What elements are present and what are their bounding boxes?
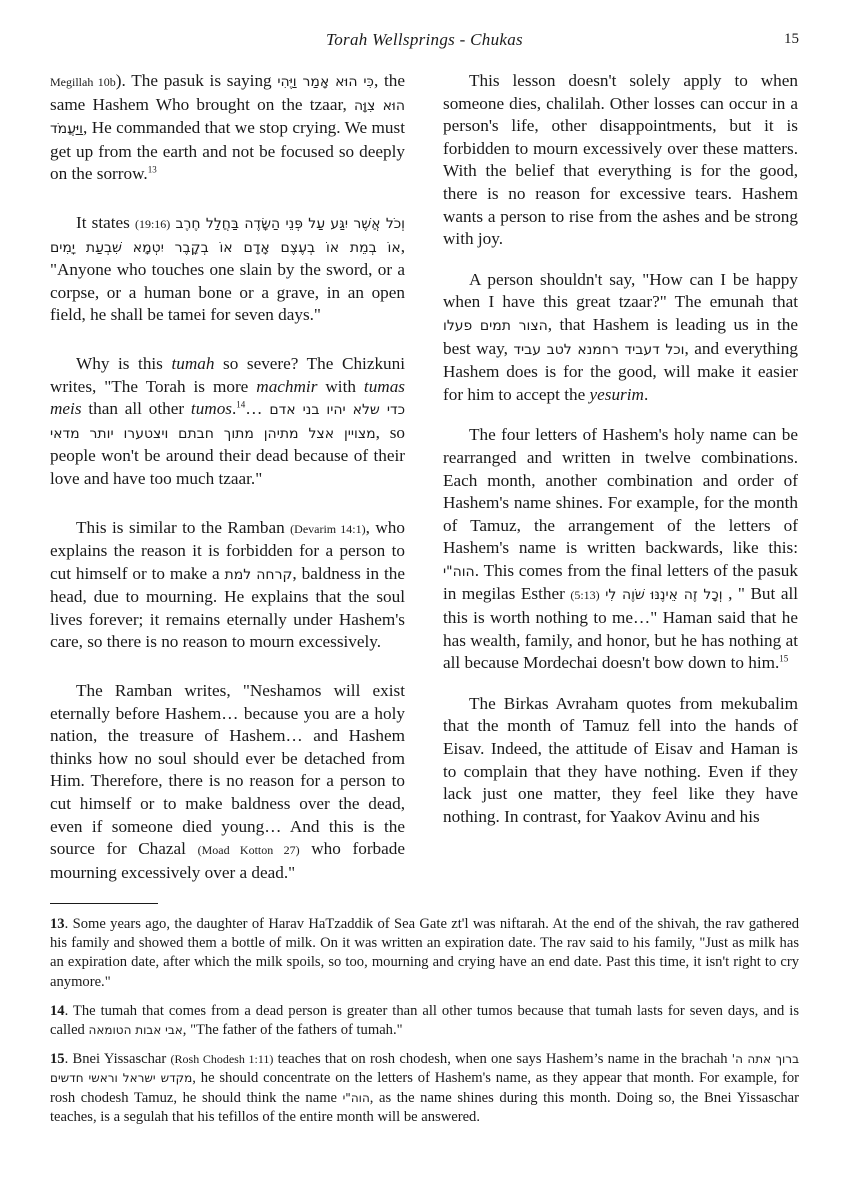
hebrew-quote: קרחה למת bbox=[224, 566, 293, 583]
right-column bbox=[443, 70, 798, 846]
hebrew-name: הוה"י bbox=[443, 563, 475, 580]
source-ref: (19:16) bbox=[134, 216, 171, 231]
paragraph: It states (19:16) וְכֹל אֲשֶׁר יִגַּע עַל פְּנֵי הַשָּׂדֶה בַּחֲלַל חֶרֶב אוֹ בְמֵת אוֹ בְעֶצֶם אָדָם אוֹ בְקָבֶר יִטְמָא שִׁבְעַת יָמִים, "Anyone who touches one slain by the sword, or a corpse, or a human bone or a grave, in an open field, he shall be tamei for seven days." bbox=[50, 212, 405, 325]
hebrew-quote: וְכָל זֶה אֵינֶנּוּ שֹׁוֶה לִי bbox=[605, 587, 723, 604]
hebrew-quote: כִּי הוּא אָמַר וַיֶּהִי bbox=[277, 74, 374, 90]
hebrew-quote: וכל דעביד רחמנא לטב עביד bbox=[513, 341, 685, 358]
source-ref: (Devarim 14:1) bbox=[290, 521, 366, 536]
hebrew-quote: אבי אבות הטומאה bbox=[88, 1023, 183, 1038]
paragraph: Why is this tumah so severe? The Chizkuni writes, "The Torah is more machmir with tumas meis than all other tumos.$^{14}$… כדי שלא יהיו בני אדם מצויין אצל מתיהן מתוך חבתם ויצטערו יותר מדאי, so people won't be around their dead because of their love and have too much tzaar." bbox=[50, 353, 405, 488]
hebrew-quote: כדי שלא יהיו בני אדם מצויין אצל מתיהן מתוך חבתם ויצטערו יותר מדאי bbox=[50, 402, 405, 442]
hebrew-name: הוה"י bbox=[342, 1090, 370, 1105]
hebrew-quote: ברוך אתה ה' מקדש ישראל וראשי חדשים bbox=[50, 1052, 800, 1086]
paragraph: The Birkas Avraham quotes from mekubalim that the month of Tamuz fell into the hands of Eisav. Indeed, the attitude of Eisav and Haman is to complain that they have nothing. Even if they lack just one matter, they feel like they have nothing. In contrast, for Yaakov Avinu and his bbox=[443, 693, 798, 826]
paragraph: The Ramban writes, "Neshamos will exist eternally before Hashem… because you are a holy nation, the treasure of Hashem… and Hashem thinks how no soul should ever be detached from Him. Therefore, there is no reason for a person to cut himself or to make baldness over the dead, even if someone died young… And this is the source for Chazal (Moad Kotton 27) who forbade mourning excessively over a dead." bbox=[50, 681, 405, 882]
footnote-14: 14. The tumah that comes from a dead person is greater than all other tumos because that tumah lasts for seven days, and is called אבי אבות הטומאה, "The father of the fathers of tumah." bbox=[50, 1002, 799, 1039]
hebrew-quote: הצור תמים פעלו bbox=[443, 317, 548, 334]
left-column bbox=[50, 70, 405, 910]
running-header bbox=[0, 30, 849, 60]
paragraph: This is similar to the Ramban (Devarim 14:1), who explains the reason it is forbidden for a person to cut himself or to make a קרחה למת, baldness in the head, due to mourning. He explains that the soul lives forever; it remains eternally under Hashem's care, so there is no reason to mourn excessively. bbox=[50, 517, 405, 652]
footnote-ref: 15 bbox=[779, 653, 789, 664]
hebrew-quote: וְכֹל אֲשֶׁר יִגַּע עַל פְּנֵי הַשָּׂדֶה בַּחֲלַל חֶרֶב אוֹ בְמֵת אוֹ בְעֶצֶם אָדָם אוֹ בְקָבֶר יִטְמָא שִׁבְעַת יָמִים bbox=[50, 215, 405, 256]
source-ref: (5:13) bbox=[570, 588, 600, 603]
footnote-number: 14 bbox=[50, 1002, 65, 1019]
footnotes bbox=[50, 915, 799, 1137]
source-ref: (Moad Kotton 27) bbox=[197, 843, 300, 858]
running-title: Torah Wellsprings - Chukas bbox=[326, 30, 523, 49]
footnote-ref: 13 bbox=[147, 164, 157, 175]
hebrew-quote: הוּא צִוָּה וַיַּעֲמֹד bbox=[50, 97, 405, 138]
footnote-15: 15. Bnei Yissaschar (Rosh Chodesh 1:11) teaches that on rosh chodesh, when one says Hashem’s name in the brachah ברוך אתה ה' מקדש ישראל וראשי חדשים, he should concentrate on the letters of Hashem's name, as they appear that month. For example, for rosh chodesh Tamuz, he should think the name הוה"י, as the name shines during this month. Doing so, the Bnei Yissaschar teaches, is a segulah that his tefillos of the entire month will be answered. bbox=[50, 1051, 800, 1125]
paragraph-continued: Megillah 10b). The pasuk is saying כִּי הוּא אָמַר וַיֶּהִי, the same Hashem Who brought on the tzaar, הוּא צִוָּה וַיַּעֲמֹד, He commanded that we stop crying. We must get up from the earth and not be focused so deeply on the sorrow.$^{13}$ bbox=[50, 71, 405, 184]
footnote-ref: 14 bbox=[236, 399, 246, 410]
paragraph: A person shouldn't say, "How can I be happy when I have this great tzaar?" The emunah that הצור תמים פעלו, that Hashem is leading us in the best way, וכל דעביד רחמנא לטב עביד, and everything Hashem does is for the good, will make it easier for him to accept the yesurim. bbox=[443, 269, 798, 404]
footnote-number: 15 bbox=[50, 1051, 65, 1068]
paragraph: This lesson doesn't solely apply to when someone dies, chalilah. Other losses can occur in a person's life, other disappointments, but it is forbidden to mourn excessively over these matters. With the belief that everything is for the good, there is no reason for excessive tears. Hashem wants a person to rise from the ashes and be strong with joy. bbox=[443, 71, 798, 249]
page-number: 15 bbox=[784, 31, 799, 47]
source-ref: Megillah 10b bbox=[50, 75, 116, 89]
paragraph: The four letters of Hashem's holy name can be rearranged and written in twelve combinations. Each month, another combination and order of Hashem's name shines. For example, for the month of Tamuz, the arrangement of the letters of Hashem's name is written backwards, like this: הוה"י. This comes from the final letters of the pasuk in megilas Esther (5:13) וְכָל זֶה אֵינֶנּוּ שֹׁוֶה לִי , " But all this is worth nothing to me…" Haman said that he has wealth, family, and honor, but he has nothing at all because Mordechai doesn't bow down to him.$^{15}$ bbox=[443, 425, 798, 673]
source-ref: (Rosh Chodesh 1:11) bbox=[170, 1052, 274, 1067]
footnote-divider bbox=[50, 903, 158, 904]
footnote-number: 13 bbox=[50, 916, 65, 932]
footnote-13: 13. Some years ago, the daughter of Harav HaTzaddik of Sea Gate zt'l was niftarah. At the end of the shivah, the rav gathered his family and showed them a bottle of milk. On it was written an expiration date. The rav said to his family, "Just as milk has an expiration date, after which the milk spoils, so too, mourning and crying have an end date. Past this time, it isn't right to cry anymore." bbox=[50, 916, 799, 990]
